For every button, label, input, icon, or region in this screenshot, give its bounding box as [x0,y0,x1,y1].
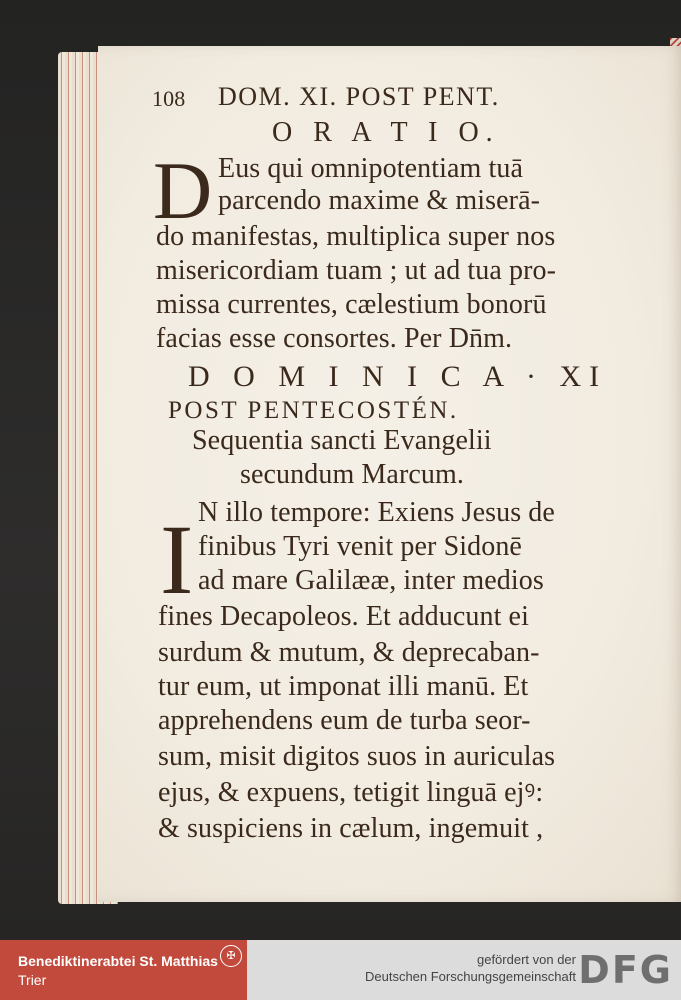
gospel-line: finibus Tyri venit per Sidonē [198,531,522,562]
dominica-title: D O M I N I C A · XI [188,360,608,393]
gospel-line: apprehendens eum de turba seor- [158,705,531,736]
gospel-line: ad mare Galilææ, inter medios [198,565,544,596]
gospel-line: fines Decapoleos. Et adducunt ei [158,601,529,632]
oratio-drop-cap: D [153,145,213,236]
gospel-line: ejus, & expuens, tetigit linguā ejꝰ: [158,777,544,808]
institution-name: Benediktinerabtei St. Matthias [18,953,218,969]
gospel-intro-line: secundum Marcum. [240,459,464,490]
funder-name: Deutschen Forschungsgemeinschaft [364,969,576,984]
oratio-line: parcendo maxime & miserā- [218,185,541,216]
gospel-drop-cap: I [160,504,194,615]
oratio-line: do manifestas, multiplica super nos [156,221,556,252]
dfg-logo[interactable]: DFG [578,948,673,992]
footer-bar [0,940,681,1000]
gospel-line: sum, misit digitos suos in auriculas [158,741,556,772]
gospel-line: tur eum, ut imponat illi manū. Et [158,671,529,702]
dominica-subtitle: POST PENTECOSTÉN. [168,397,459,424]
running-head: DOM. XI. POST PENT. [218,82,500,111]
oratio-line: Eus qui omnipotentiam tuā [218,153,524,184]
oratio-line: misericordiam tuam ; ut ad tua pro- [156,255,557,286]
oratio-heading: O R A T I O. [272,117,500,148]
oratio-line: missa currentes, cælestium bonorū [156,289,547,320]
oratio-line: facias esse consortes. Per Dn̄m. [156,323,513,354]
gospel-intro-line: Sequentia sancti Evangelii [192,425,492,456]
funded-by-label: gefördert von der [476,952,576,967]
institution-panel[interactable] [0,940,247,1000]
page-number: 108 [152,86,186,111]
gospel-line: surdum & mutum, & deprecaban- [158,637,540,668]
gospel-line: & suspiciens in cælum, ingemuit , [158,813,544,844]
institution-city: Trier [18,972,47,988]
abbey-seal-icon: ✠ [220,945,242,967]
gospel-line: N illo tempore: Exiens Jesus de [198,497,555,528]
